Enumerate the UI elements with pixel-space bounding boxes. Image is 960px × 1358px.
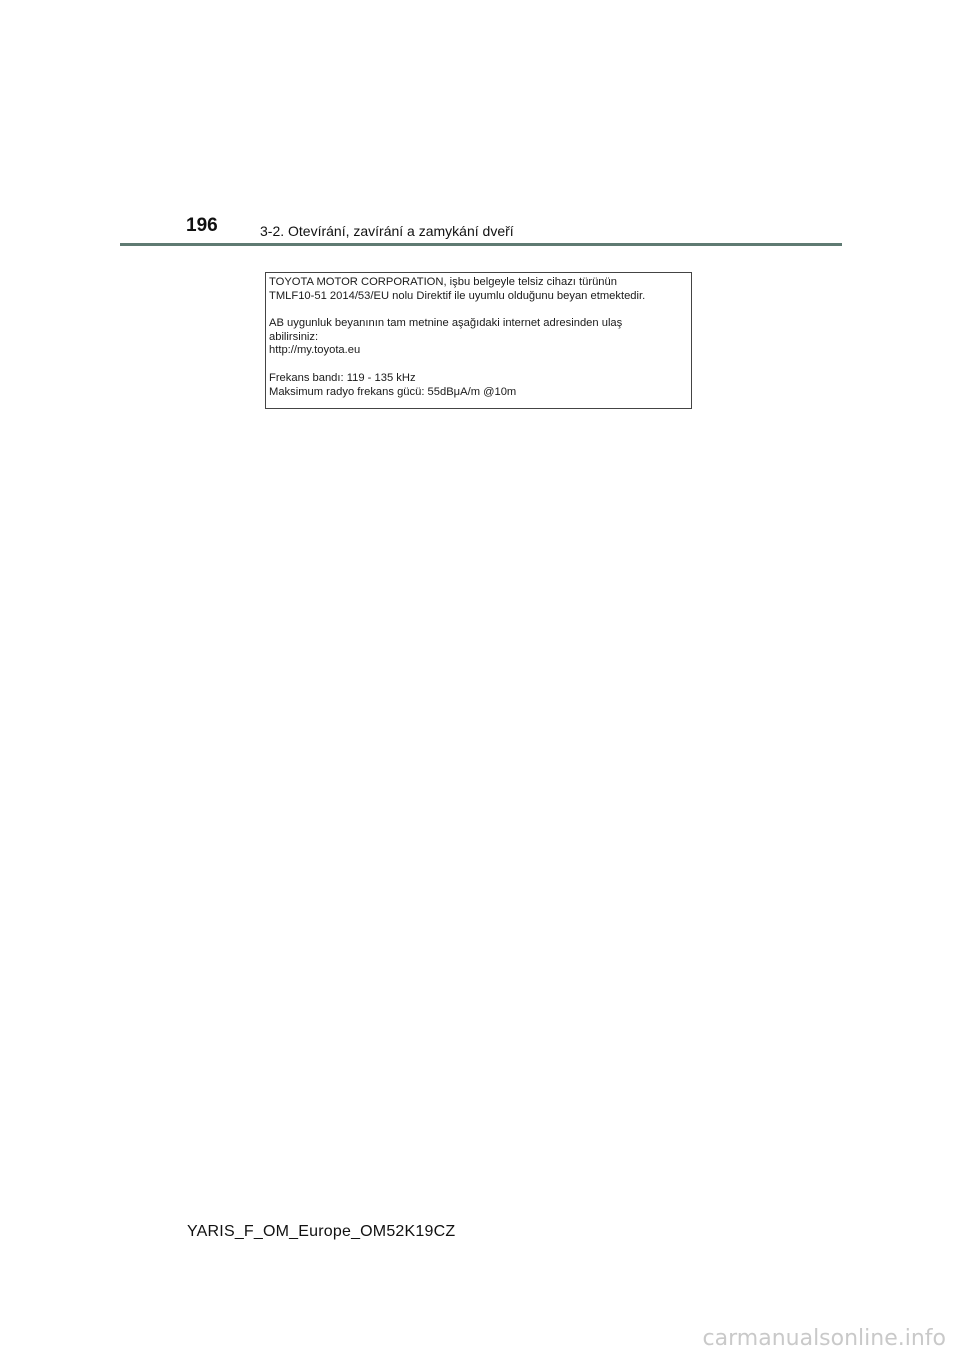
declaration-url: http://my.toyota.eu: [269, 344, 361, 357]
section-title: 3-2. Otevírání, zavírání a zamykání dveří: [260, 223, 514, 239]
page-number: 196: [186, 215, 218, 236]
header-rule: [120, 243, 842, 246]
declaration-text-line: TMLF10-51 2014/53/EU nolu Direktif ile uyumlu olduğunu beyan etmektedir.: [269, 289, 646, 302]
max-power-line: Maksimum radyo frekans gücü: 55dBμA/m @10m: [269, 385, 517, 398]
paragraph-gap: [269, 303, 688, 317]
document-id: YARIS_F_OM_Europe_OM52K19CZ: [187, 1223, 456, 1240]
watermark: carmanualsonline.info: [702, 1326, 946, 1351]
declaration-of-conformity-box: [265, 272, 692, 409]
paragraph-gap: [269, 358, 688, 372]
declaration-text-line: AB uygunluk beyanının tam metnine aşağıdaki internet adresinden ulaş: [269, 317, 623, 330]
declaration-text-line: TOYOTA MOTOR CORPORATION, işbu belgeyle telsiz cihazı türünün: [269, 276, 617, 288]
frequency-band-line: Frekans bandı: 119 - 135 kHz: [269, 371, 416, 384]
declaration-text-line: abilirsiniz:: [269, 330, 319, 343]
